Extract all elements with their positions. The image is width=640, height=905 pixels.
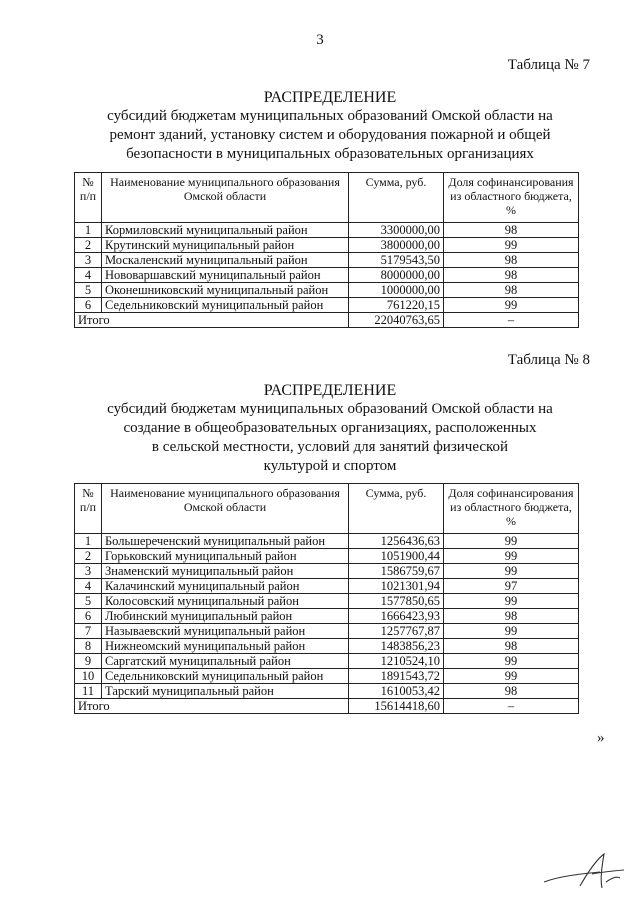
row-num: 1 — [75, 223, 102, 238]
row-name: Нововаршавский муниципальный район — [102, 268, 349, 283]
row-name: Кормиловский муниципальный район — [102, 223, 349, 238]
row-share: 99 — [444, 564, 579, 579]
row-share: 97 — [444, 579, 579, 594]
row-name: Седельниковский муниципальный район — [102, 298, 349, 313]
table8-subtitle-line: культурой и спортом — [263, 458, 397, 474]
table-row — [75, 268, 579, 283]
table-row — [75, 639, 579, 654]
table-row — [75, 654, 579, 669]
row-num: 11 — [75, 684, 102, 699]
table7 — [74, 172, 579, 328]
row-share: 98 — [444, 253, 579, 268]
total-sum: 15614418,60 — [349, 699, 444, 714]
row-share: 99 — [444, 549, 579, 564]
table-row — [75, 534, 579, 549]
row-name: Знаменский муниципальный район — [102, 564, 349, 579]
row-share: 99 — [444, 624, 579, 639]
row-sum: 1610053,42 — [349, 684, 444, 699]
total-label: Итого — [75, 699, 349, 714]
table-row — [75, 223, 579, 238]
table8-heading — [0, 381, 640, 476]
row-name: Москаленский муниципальный район — [102, 253, 349, 268]
row-num: 6 — [75, 298, 102, 313]
row-num: 3 — [75, 564, 102, 579]
row-sum: 8000000,00 — [349, 268, 444, 283]
row-num: 10 — [75, 669, 102, 684]
row-share: 99 — [444, 298, 579, 313]
table8 — [74, 483, 579, 714]
header-cell-share: Доля софинансирования из областного бюджета, % — [444, 173, 579, 223]
table-row — [75, 253, 579, 268]
row-name: Называевский муниципальный район — [102, 624, 349, 639]
table7-subtitle-line: безопасности в муниципальных образовательных организациях — [126, 146, 534, 162]
total-label: Итого — [75, 313, 349, 328]
table8-subtitle-line: создание в общеобразовательных организациях, расположенных — [123, 420, 537, 436]
table-row — [75, 684, 579, 699]
row-sum: 1586759,67 — [349, 564, 444, 579]
table-row — [75, 624, 579, 639]
row-sum: 1000000,00 — [349, 283, 444, 298]
table-row — [75, 298, 579, 313]
row-name: Саргатский муниципальный район — [102, 654, 349, 669]
header-cell-num: № п/п — [75, 484, 102, 534]
header-cell-num: № п/п — [75, 173, 102, 223]
row-share: 98 — [444, 639, 579, 654]
row-sum: 761220,15 — [349, 298, 444, 313]
row-num: 4 — [75, 268, 102, 283]
row-sum: 1210524,10 — [349, 654, 444, 669]
row-sum: 3800000,00 — [349, 238, 444, 253]
row-share: 99 — [444, 238, 579, 253]
table8-subtitle-line: в сельской местности, условий для занятий физической — [151, 439, 509, 455]
row-sum: 3300000,00 — [349, 223, 444, 238]
header-cell-share: Доля софинансирования из областного бюджета, % — [444, 484, 579, 534]
row-share: 98 — [444, 609, 579, 624]
table8-label: Таблица № 8 — [507, 352, 590, 368]
row-share: 99 — [444, 654, 579, 669]
page-number: 3 — [316, 32, 324, 48]
row-sum: 1257767,87 — [349, 624, 444, 639]
table-row — [75, 283, 579, 298]
row-num: 1 — [75, 534, 102, 549]
row-share: 98 — [444, 283, 579, 298]
row-share: 99 — [444, 669, 579, 684]
row-sum: 1256436,63 — [349, 534, 444, 549]
row-num: 6 — [75, 609, 102, 624]
total-share: – — [444, 313, 579, 328]
row-sum: 1051900,44 — [349, 549, 444, 564]
row-name: Большереченский муниципальный район — [102, 534, 349, 549]
table7-heading — [0, 88, 640, 164]
table7-total-row — [75, 313, 579, 328]
header-cell-name: Наименование муниципального образования Омской области — [102, 173, 349, 223]
row-sum: 1021301,94 — [349, 579, 444, 594]
table8-subtitle-line: субсидий бюджетам муниципальных образований Омской области на — [107, 401, 553, 417]
row-sum: 1577850,65 — [349, 594, 444, 609]
header-cell-sum: Сумма, руб. — [349, 173, 444, 223]
row-num: 4 — [75, 579, 102, 594]
table7-subtitle-line: ремонт зданий, установку систем и оборудования пожарной и общей — [109, 127, 551, 143]
table8-total-row — [75, 699, 579, 714]
row-sum: 5179543,50 — [349, 253, 444, 268]
table8-title: РАСПРЕДЕЛЕНИЕ — [263, 382, 397, 399]
header-cell-sum: Сумма, руб. — [349, 484, 444, 534]
signature-mark — [540, 852, 630, 892]
table7-title: РАСПРЕДЕЛЕНИЕ — [263, 89, 397, 106]
total-share: – — [444, 699, 579, 714]
table7-header-row — [75, 173, 579, 223]
row-sum: 1891543,72 — [349, 669, 444, 684]
row-num: 5 — [75, 283, 102, 298]
table8-header-row — [75, 484, 579, 534]
row-share: 99 — [444, 594, 579, 609]
row-num: 8 — [75, 639, 102, 654]
table7-subtitle-line: субсидий бюджетам муниципальных образований Омской области на — [107, 108, 553, 124]
row-name: Калачинский муниципальный район — [102, 579, 349, 594]
row-name: Крутинский муниципальный район — [102, 238, 349, 253]
row-name: Нижнеомский муниципальный район — [102, 639, 349, 654]
row-num: 3 — [75, 253, 102, 268]
row-share: 98 — [444, 268, 579, 283]
row-num: 2 — [75, 238, 102, 253]
row-sum: 1483856,23 — [349, 639, 444, 654]
row-name: Колосовский муниципальный район — [102, 594, 349, 609]
row-num: 9 — [75, 654, 102, 669]
table-row — [75, 564, 579, 579]
row-name: Седельниковский муниципальный район — [102, 669, 349, 684]
row-name: Горьковский муниципальный район — [102, 549, 349, 564]
table-row — [75, 609, 579, 624]
total-sum: 22040763,65 — [349, 313, 444, 328]
row-name: Оконешниковский муниципальный район — [102, 283, 349, 298]
table7-label: Таблица № 7 — [507, 57, 590, 73]
table-row — [75, 549, 579, 564]
table-row — [75, 238, 579, 253]
table-row — [75, 594, 579, 609]
row-name: Тарский муниципальный район — [102, 684, 349, 699]
table-row — [75, 669, 579, 684]
row-num: 5 — [75, 594, 102, 609]
row-num: 2 — [75, 549, 102, 564]
row-share: 99 — [444, 534, 579, 549]
table-row — [75, 579, 579, 594]
row-share: 98 — [444, 223, 579, 238]
row-num: 7 — [75, 624, 102, 639]
header-cell-name: Наименование муниципального образования Омской области — [102, 484, 349, 534]
row-share: 98 — [444, 684, 579, 699]
row-name: Любинский муниципальный район — [102, 609, 349, 624]
row-sum: 1666423,93 — [349, 609, 444, 624]
closing-quote: » — [597, 730, 605, 746]
